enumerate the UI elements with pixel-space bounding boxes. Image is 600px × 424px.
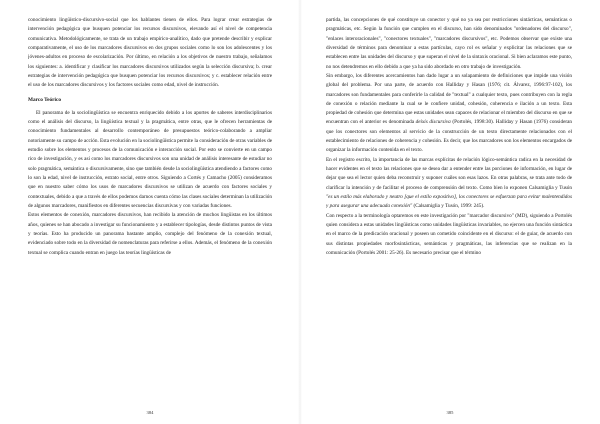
right-text-column [326, 16, 572, 404]
right-paragraph-3-text: En el registro escrito, la importancia de las marcas explícitas de relación lógico-semántica radica en la necesidad de hacer evidentes en el texto las relaciones que se desea dar a entender entre las porciones de información, en lugar de dejar que sea el lector quien deba reconstruir y suponer cuáles son esas lazos. En otras palabras, se trata ante todo de clarificar la intención y de facilitar el proceso de comprensión del texto. Como bien lo exponen Calsamiglia y Tusón [326, 156, 572, 191]
right-paragraph-3 [326, 156, 572, 212]
right-page [300, 0, 600, 424]
right-paragraph-4: Con respecto a la terminología optaremos en este investigación por "marcador discursivo" (MD), siguiendo a Portolés quien considera a estas unidades lingüísticas como unidades lingüísticas invariables, no ejercen una función sintáctica en el marco de la predicación oracional y poseen un cometido coincidente en el discurso: el de guiar, de acuerdo con sus distintas propiedades morfosintácticas, semánticas y pragmáticas, las inferencias que se realizan en la comunicación (Portolés 2001: 25-26). Es necesario precisar que el término [326, 212, 572, 256]
left-text-column [28, 16, 272, 404]
right-paragraph-3-end: (Calsamiglia y Tusón, 1999: 245). [412, 203, 485, 210]
right-paragraph-1: partida, las concepciones de qué constituye un conector y qué no ya sea por restricciones sintácticas, semánticas o pragmáticas, etc. Según la función que cumplen en el discurso, han sido denominados "ordenadores del discurso", "enlaces interoracionales", "conectores textuales", "marcadores discursivos", etc. Podemos observar que existe una diversidad de términos para denominar a estas partículas, cayo rol es señalar y explicitar las relaciones que se establecen entre las unidades del discurso y que superan el nivel de la sintaxis oracional. Si bien aclaramos este punto, no nos detendremos en ello debido a que ya ha sido abordado en otro trabajo de investigación. [326, 17, 572, 70]
intro-paragraph: conocimiento lingüístico-discursivo-social que los hablantes tienen de ellos. Para lograr crear estrategias de intervención pedagógica que busquen potenciar los recursos discursivos, elevando así el nivel de competencia comunicativa. Metodológicamente, se trata de un trabajo empírico-analítico, dado que pretende describir y explicar comparativamente, el uso de los marcadores discursivos en dos grupos sociales como lo son los adolescentes y los jóvenes-adultos en proceso de escolarización. Por último, en relación a los objetivos de nuestro trabajo, señalamos los siguientes: a. identificar y clasificar los marcadores discursivos utilizados según la selección discursiva; b. crear estrategias de intervención pedagógica que busquen potenciar los recursos discursivos; y c. establecer relación entre el uso de los marcadores discursivos y los factores sociales como edad, nivel de instrucción. [28, 17, 272, 89]
right-paragraph-3-quote: "es un estilo más elaborado y neutro [que el estilo expositivo], los conectores se esfuerzan para evitar malentendidos y para asegurar una adecuada conexión" [326, 193, 572, 210]
right-page-number: 385 [446, 410, 454, 415]
theory-paragraph: El panorama de la sociolingüística se encuentra enriquecido debido a los aportes de saberes interdisciplinarios como el análisis del discurso, la lingüística textual y la pragmática, entre otras, que le ofrecen herramientas de conocimiento fundamentales al desarrollo contemporáneo de presupuestos teórico-colaborando a ampliar notoriamente su campo de acción. Esta evolución en la sociolingüística permite la consideración de otras variables de estudio sobre los elementos y procesos de la comunicación e interacción social. Por esto se convierte en un campo rico de investigación, y es así como los marcadores discursivos son una unidad de análisis interesante de estudiar no solo pragmática, semántica o discursivamente, sino que también desde la sociolingüística atendiendo a factores como lo son la edad, nivel de instrucción, estrato social, entre otros. Siguiendo a Cortés y Camacho (2005) consideramos que en nuestro saber cómo los usos de marcadores discursivos se utilizan de acuerdo con factores sociales y contextuales, debido a que a través de ellos podemos darnos cuenta cómo las clases sociales determinan la utilización de algunos marcadores, manifiestos en diferentes secuencias discursivas y con variadas funciones. [28, 109, 272, 209]
section-heading: Marco Teórico [28, 96, 61, 103]
right-paragraph-2 [326, 72, 572, 156]
right-paragraph-2-text: Sin embargo, los diferentes acercamientos han dado lugar a un solapamiento de definiciones que impide una visión global del problema. Por una parte, de acuerdo con Halliday y Hasan (1976; cit. Álvarez, 1996:97-102), los marcadores son fundamentales para conferirle la calidad de "textual" a cualquier texto, pues contribuyen con la regla de conexión o relación mediante la cual se le confiere unidad, cohesión, coherencia e ilación a un texto. Esta propiedad de cohesión que determina que estas unidades sean capaces de relacionar el miembro del discurso en que se encuentran con el anterior es denominada [326, 72, 572, 126]
left-page-number: 384 [146, 410, 154, 415]
right-paragraph-2-italic: deixis discursiva [415, 119, 451, 126]
closing-paragraph: Estos elementos de conexión, marcadores discursivos, han recibido la atención de muchos lingüistas en los últimos años, quienes se han abocado a investigar su funcionamiento y a establecer tipologías, desde distintos puntos de vista y teorías. Esto ha producido un panorama bastante amplio, complejo del fenómeno de la conexión textual, evidenciado sobre todo en la diversidad de nomenclaturas para referirse a ellos. Además, el fenómeno de la conexión textual se complica cuando entran en juego las teorías lingüísticas de [28, 212, 272, 256]
right-paragraph-2-end: (Portolés, 1998:30). Halliday y Hasan (1976) consideran que los conectores son elementos al servicio de la construcción de un texto directamente relacionados con el establecimiento de relaciones de coherencia y cohesión. Es decir, que los marcadores son los elementos encargados de organizar la información contenida en el texto. [326, 119, 572, 154]
